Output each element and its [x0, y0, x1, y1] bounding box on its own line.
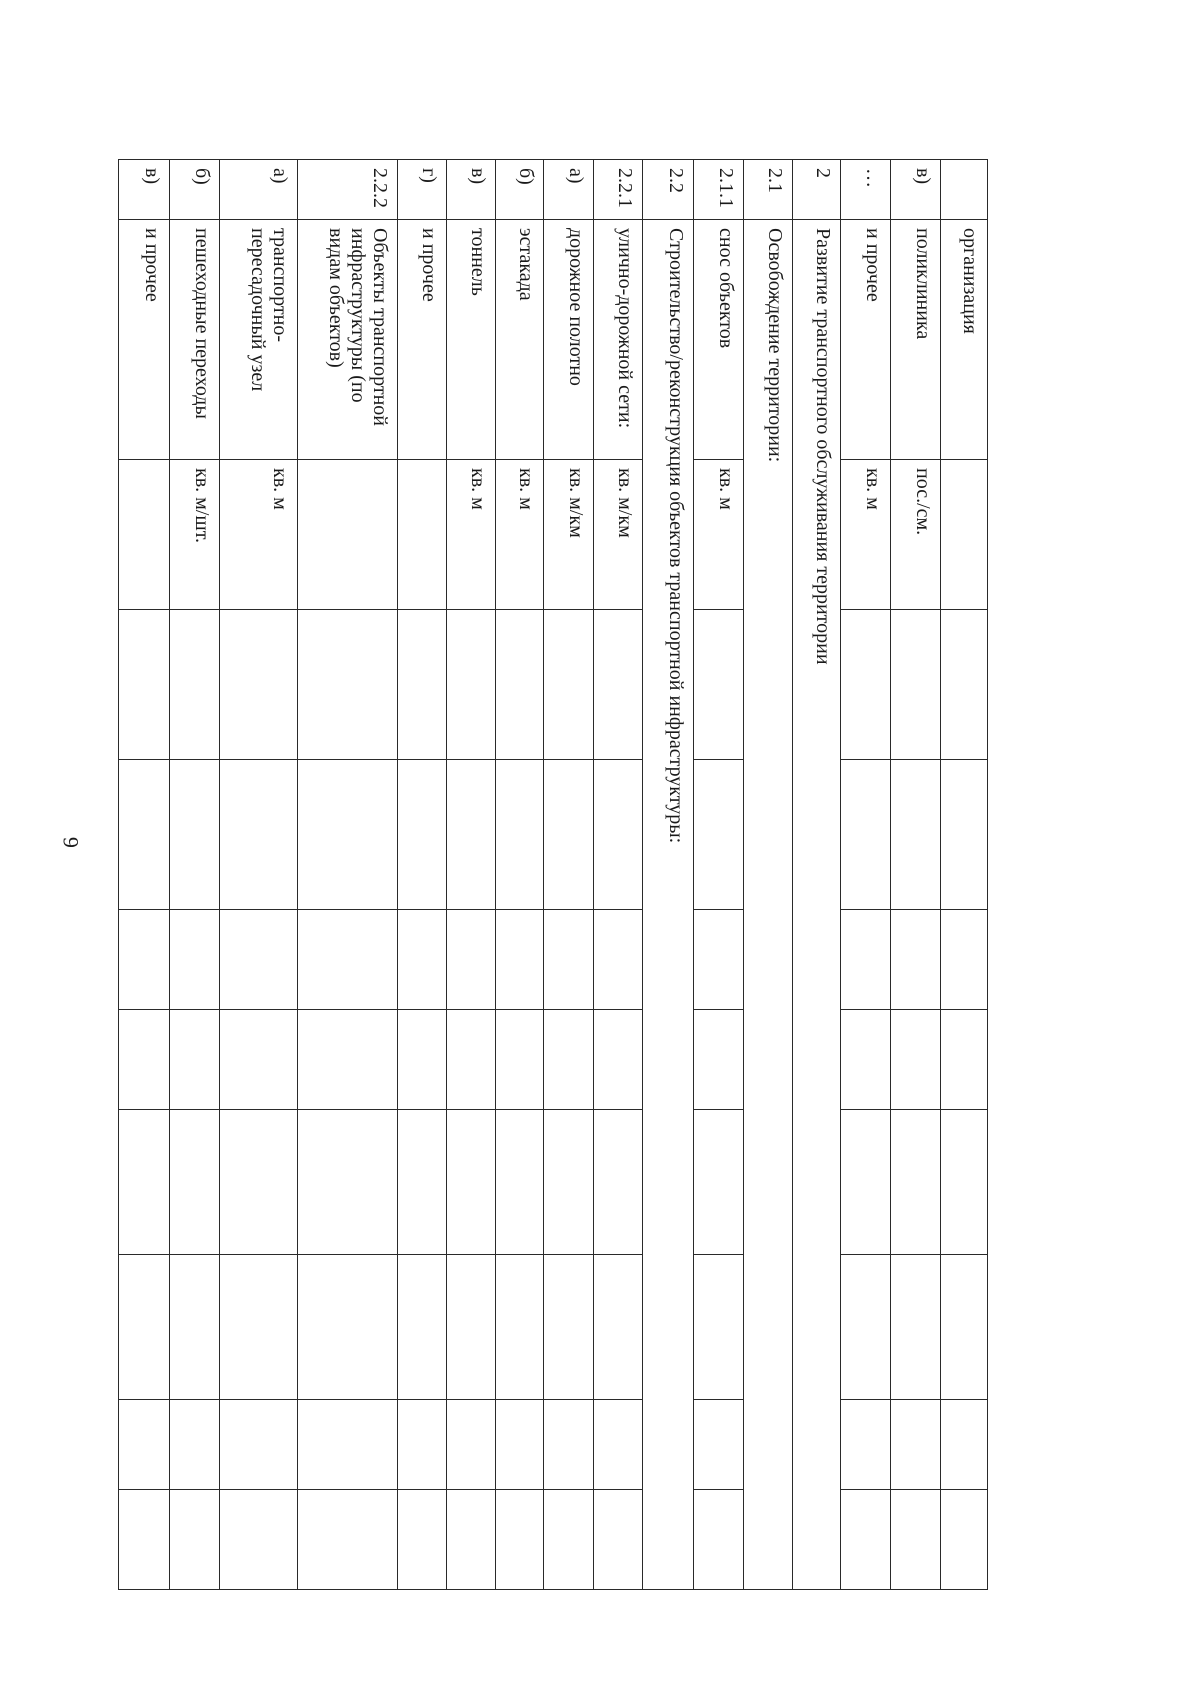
value-cell: [544, 1400, 593, 1490]
value-cell: [544, 610, 593, 760]
row-number-cell: в): [891, 160, 940, 220]
value-cell: [496, 760, 544, 910]
value-cell: [593, 1010, 642, 1110]
value-cell: [693, 1010, 743, 1110]
value-cell: [398, 1010, 446, 1110]
value-cell: [298, 1400, 398, 1490]
value-cell: [496, 1110, 544, 1255]
value-cell: [298, 760, 398, 910]
value-cell: [298, 1010, 398, 1110]
indicator-name-cell: и прочее: [119, 220, 170, 460]
value-cell: [593, 1110, 642, 1255]
value-cell: [544, 910, 593, 1010]
value-cell: [940, 1490, 987, 1590]
indicator-name-cell: дорожное полотно: [544, 220, 593, 460]
value-cell: [220, 910, 298, 1010]
table-row: [298, 160, 398, 1590]
table-row: [220, 160, 298, 1590]
value-cell: [398, 760, 446, 910]
value-cell: [496, 910, 544, 1010]
value-cell: [398, 1400, 446, 1490]
row-number-cell: б): [496, 160, 544, 220]
value-cell: [119, 1400, 170, 1490]
value-cell: [169, 1255, 219, 1400]
value-cell: [398, 1490, 446, 1590]
value-cell: [693, 910, 743, 1010]
value-cell: [298, 1110, 398, 1255]
value-cell: [496, 610, 544, 760]
value-cell: [446, 1110, 495, 1255]
value-cell: [169, 1400, 219, 1490]
indicator-name-cell: и прочее: [840, 220, 890, 460]
value-cell: [398, 910, 446, 1010]
value-cell: [840, 1255, 890, 1400]
row-number-cell: а): [544, 160, 593, 220]
value-cell: [544, 1010, 593, 1110]
value-cell: [840, 1400, 890, 1490]
value-cell: [446, 610, 495, 760]
value-cell: [940, 1010, 987, 1110]
table-row: [643, 160, 693, 1590]
value-cell: [119, 610, 170, 760]
value-cell: [446, 1010, 495, 1110]
table-row: [940, 160, 987, 1590]
value-cell: [169, 910, 219, 1010]
value-cell: [544, 1255, 593, 1400]
value-cell: [693, 1490, 743, 1590]
indicator-name-cell: Объекты транспортной инфраструктуры (по видам объектов): [298, 220, 398, 460]
value-cell: [119, 1110, 170, 1255]
value-cell: [496, 1255, 544, 1400]
value-cell: [169, 1110, 219, 1255]
value-cell: [496, 1400, 544, 1490]
indicator-name-cell: поликлиника: [891, 220, 940, 460]
value-cell: [593, 1400, 642, 1490]
value-cell: [220, 1110, 298, 1255]
table-row: [693, 160, 743, 1590]
value-cell: [940, 1110, 987, 1255]
value-cell: [220, 1400, 298, 1490]
value-cell: [891, 910, 940, 1010]
table-body: [119, 160, 988, 1590]
value-cell: [220, 1010, 298, 1110]
row-number-cell: в): [446, 160, 495, 220]
value-cell: [446, 1400, 495, 1490]
unit-cell: [119, 460, 170, 610]
value-cell: [940, 760, 987, 910]
section-heading-cell: Строительство/реконструкция объектов транспортной инфраструктуры:: [643, 220, 693, 1590]
value-cell: [891, 1490, 940, 1590]
indicator-name-cell: транспортно-пересадочный узел: [220, 220, 298, 460]
unit-cell: кв. м: [496, 460, 544, 610]
row-number-cell: 2: [792, 160, 840, 220]
unit-cell: кв. м: [446, 460, 495, 610]
value-cell: [169, 760, 219, 910]
value-cell: [840, 1490, 890, 1590]
value-cell: [119, 760, 170, 910]
unit-cell: [940, 460, 987, 610]
value-cell: [169, 1010, 219, 1110]
row-number-cell: …: [840, 160, 890, 220]
table-row: [446, 160, 495, 1590]
row-number-cell: б): [169, 160, 219, 220]
value-cell: [544, 1110, 593, 1255]
page-number: 6: [58, 837, 83, 848]
section-heading-cell: Освобождение территории:: [744, 220, 792, 1590]
value-cell: [398, 1110, 446, 1255]
indicator-name-cell: организация: [940, 220, 987, 460]
unit-cell: [298, 460, 398, 610]
value-cell: [544, 760, 593, 910]
value-cell: [220, 760, 298, 910]
value-cell: [840, 1110, 890, 1255]
value-cell: [840, 1010, 890, 1110]
table-row: [840, 160, 890, 1590]
value-cell: [693, 610, 743, 760]
row-number-cell: 2.2: [643, 160, 693, 220]
value-cell: [298, 910, 398, 1010]
value-cell: [544, 1490, 593, 1590]
value-cell: [693, 760, 743, 910]
row-number-cell: г): [398, 160, 446, 220]
value-cell: [593, 760, 642, 910]
indicators-table: [118, 159, 988, 1590]
indicator-name-cell: и прочее: [398, 220, 446, 460]
value-cell: [891, 1255, 940, 1400]
table-row: [792, 160, 840, 1590]
value-cell: [446, 760, 495, 910]
unit-cell: кв. м: [693, 460, 743, 610]
value-cell: [891, 1110, 940, 1255]
value-cell: [220, 1255, 298, 1400]
value-cell: [891, 1400, 940, 1490]
value-cell: [593, 1490, 642, 1590]
value-cell: [446, 910, 495, 1010]
value-cell: [940, 610, 987, 760]
value-cell: [840, 610, 890, 760]
section-heading-cell: Развитие транспортного обслуживания территории: [792, 220, 840, 1590]
value-cell: [940, 910, 987, 1010]
value-cell: [298, 1255, 398, 1400]
row-number-cell: а): [220, 160, 298, 220]
value-cell: [119, 1010, 170, 1110]
row-number-cell: 2.2.2: [298, 160, 398, 220]
value-cell: [169, 610, 219, 760]
indicator-name-cell: пешеходные переходы: [169, 220, 219, 460]
value-cell: [446, 1255, 495, 1400]
value-cell: [220, 610, 298, 760]
table-row: [593, 160, 642, 1590]
row-number-cell: 2.2.1: [593, 160, 642, 220]
value-cell: [940, 1255, 987, 1400]
table-row: [544, 160, 593, 1590]
value-cell: [220, 1490, 298, 1590]
value-cell: [891, 1010, 940, 1110]
value-cell: [940, 1400, 987, 1490]
value-cell: [169, 1490, 219, 1590]
value-cell: [496, 1010, 544, 1110]
row-number-cell: [940, 160, 987, 220]
table-row: [744, 160, 792, 1590]
indicators-table-rotated: [118, 159, 988, 1489]
value-cell: [298, 610, 398, 760]
value-cell: [496, 1490, 544, 1590]
value-cell: [891, 610, 940, 760]
value-cell: [593, 910, 642, 1010]
unit-cell: кв. м/км: [544, 460, 593, 610]
unit-cell: [398, 460, 446, 610]
value-cell: [298, 1490, 398, 1590]
indicator-name-cell: улично-дорожной сети:: [593, 220, 642, 460]
value-cell: [693, 1255, 743, 1400]
unit-cell: кв. м: [220, 460, 298, 610]
value-cell: [446, 1490, 495, 1590]
indicator-name-cell: тоннель: [446, 220, 495, 460]
table-row: [398, 160, 446, 1590]
unit-cell: пос./см.: [891, 460, 940, 610]
indicator-name-cell: снос объектов: [693, 220, 743, 460]
table-row: [496, 160, 544, 1590]
unit-cell: кв. м/шт.: [169, 460, 219, 610]
table-row: [119, 160, 170, 1590]
table-row: [169, 160, 219, 1590]
unit-cell: кв. м/км: [593, 460, 642, 610]
value-cell: [593, 610, 642, 760]
table-row: [891, 160, 940, 1590]
row-number-cell: 2.1: [744, 160, 792, 220]
value-cell: [119, 910, 170, 1010]
value-cell: [593, 1255, 642, 1400]
row-number-cell: в): [119, 160, 170, 220]
value-cell: [398, 1255, 446, 1400]
value-cell: [119, 1490, 170, 1590]
value-cell: [891, 760, 940, 910]
value-cell: [119, 1255, 170, 1400]
row-number-cell: 2.1.1: [693, 160, 743, 220]
value-cell: [693, 1400, 743, 1490]
value-cell: [398, 610, 446, 760]
unit-cell: кв. м: [840, 460, 890, 610]
value-cell: [693, 1110, 743, 1255]
value-cell: [840, 910, 890, 1010]
indicator-name-cell: эстакада: [496, 220, 544, 460]
value-cell: [840, 760, 890, 910]
